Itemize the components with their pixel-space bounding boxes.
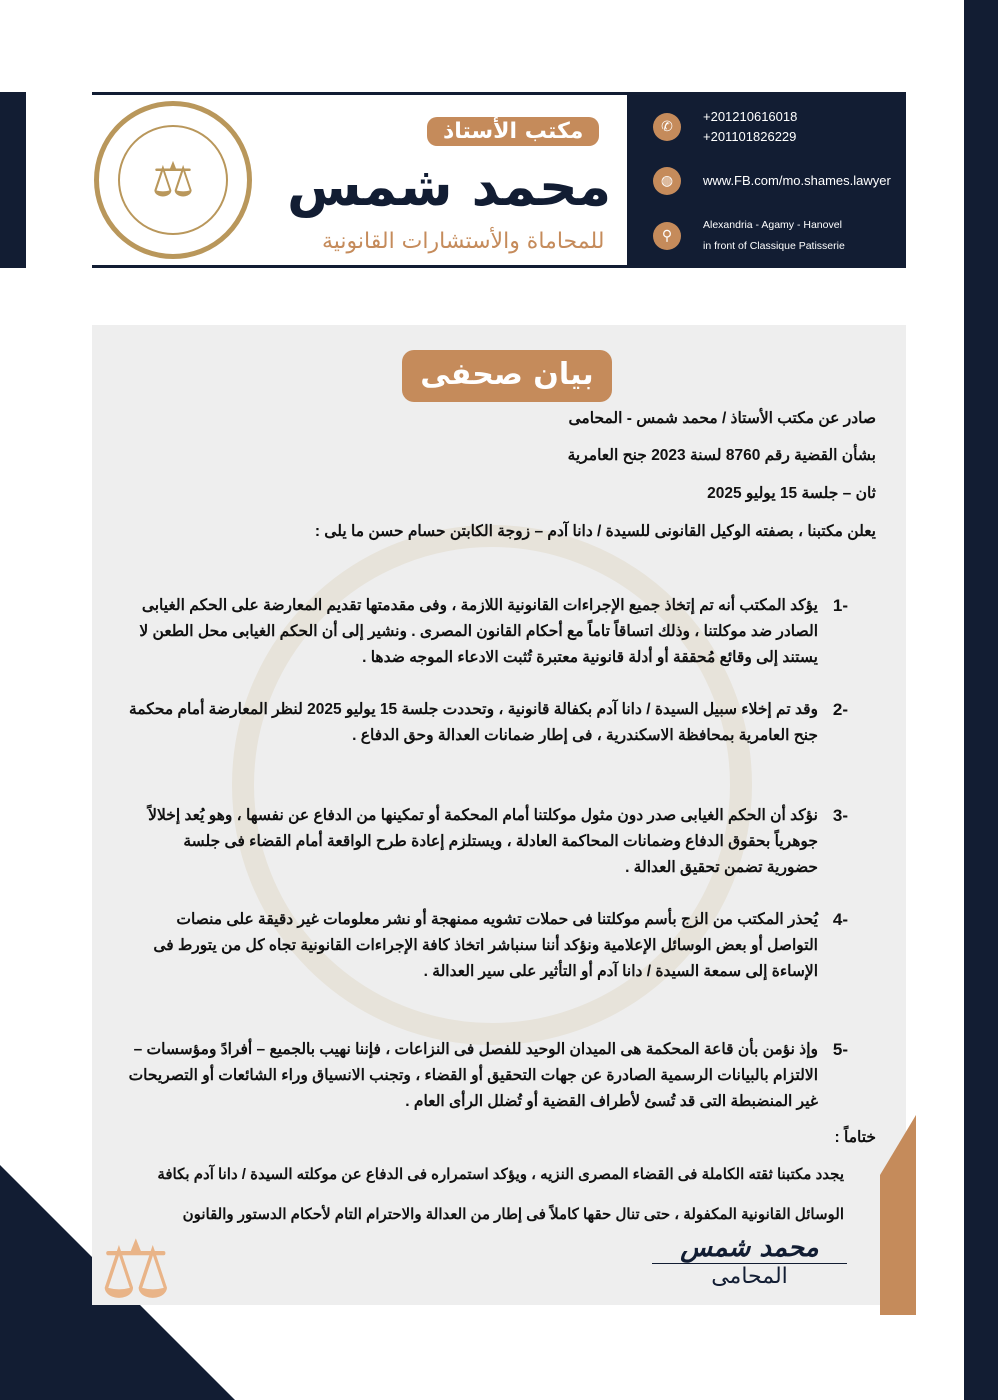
office-subtitle: للمحاماة والأستشارات القانونية	[322, 229, 605, 254]
facebook-row	[653, 167, 891, 195]
contact-panel	[627, 95, 906, 265]
office-label: مكتب الأستاذ	[427, 117, 599, 146]
point-5	[128, 1037, 848, 1115]
closing-text: يجدد مكتبنا ثقته الكاملة فى القضاء المصرى النزيه ، ويؤكد استمراره فى الدفاع عن موكلته السيدة / دانا آدم بكافة الوسائل القانونية المكفولة ، حتى تنال حقها كاملاً فى إطار من العدالة والاحترام التام لأحكام الدستور والقانون	[157, 1166, 844, 1223]
address-line-2: in front of Classique Patisserie	[703, 240, 845, 252]
phone-2: +201101826229	[703, 129, 797, 144]
point-text: وقد تم إخلاء سبيل السيدة / دانا آدم بكفالة قانونية ، وتحددت جلسة 15 يوليو 2025 لنظر المعارضة أمام محكمة جنح العامرية بمحافظة الاسكندرية ، فى إطار ضمانات العدالة وحق الدفاع .	[129, 701, 818, 744]
point-number: -1	[832, 596, 848, 615]
lawyer-name: محمد شمس	[287, 155, 612, 218]
scales-decoration-icon: ⚖	[100, 1223, 172, 1316]
closing-label: ختاماً :	[834, 1129, 876, 1146]
signature-block	[652, 1233, 847, 1289]
phone-1: +201210616018	[703, 109, 798, 124]
facebook-link[interactable]: www.FB.com/mo.shames.lawyer	[703, 173, 891, 188]
decorative-right-bar	[964, 0, 998, 1400]
point-text: نؤكد أن الحكم الغيابى صدر دون مثول موكلتنا أمام المحكمة أو تمكينها من الدفاع عن نفسها ، وهو يُعد إخلالاً جوهرياً بحقوق الدفاع وضمانات المحاكمة العادلة ، ويستلزم إعادة طرح الواقعة أمام القضاء فى جلسة حضورية تضمن تحقيق العدالة .	[148, 807, 818, 876]
signature-title: المحامى	[711, 1264, 788, 1289]
point-4	[128, 907, 848, 985]
scales-of-justice-icon: ⚖	[118, 125, 228, 235]
intro-text: يعلن مكتبنا ، بصفته الوكيل القانونى للسيدة / دانا آدم – زوجة الكابتن حسام حسن ما يلى :	[314, 523, 876, 540]
office-seal-logo	[94, 101, 252, 259]
issued-by: صادر عن مكتب الأستاذ / محمد شمس - المحامى	[568, 410, 876, 427]
address-line-1: Alexandria - Agamy - Hanovel	[703, 219, 842, 231]
address-row	[653, 215, 845, 257]
point-number: -2	[832, 700, 848, 719]
point-number: -4	[832, 910, 848, 929]
letterhead	[92, 92, 906, 268]
point-text: وإذ نؤمن بأن قاعة المحكمة هى الميدان الوحيد للفصل فى النزاعات ، فإننا نهيب بالجميع – أفرادً ومؤسسات – الالتزام بالبيانات الرسمية الصادرة عن جهات التحقيق أو القضاء ، وتجنب الانسياق وراء الشائعات أو التصريحات غير المنضبطة التى قد تُسئ لأطراف القضية أو تُضلل الرأى العام .	[128, 1041, 818, 1110]
globe-icon: ◍	[653, 167, 681, 195]
location-pin-icon: ⚲	[653, 222, 681, 250]
point-3	[128, 803, 848, 881]
point-number: -3	[832, 806, 848, 825]
phone-icon: ✆	[653, 113, 681, 141]
statement-panel	[92, 325, 906, 1316]
point-number: -5	[832, 1040, 848, 1059]
point-1	[128, 593, 848, 671]
decorative-left-band	[0, 92, 26, 268]
statement-title: بيان صحفى	[402, 350, 612, 402]
session-date: ثان – جلسة 15 يوليو 2025	[707, 485, 876, 502]
letterhead-brand	[92, 95, 627, 265]
signature-name: محمد شمس	[652, 1233, 847, 1264]
case-reference: بشأن القضية رقم 8760 لسنة 2023 جنح العامرية	[567, 447, 876, 464]
point-2	[128, 697, 848, 749]
point-text: يُحذر المكتب من الزج بأسم موكلتنا فى حملات تشويه ممنهجة أو نشر معلومات غير دقيقة على منصات التواصل أو بعض الوسائل الإعلامية ونؤكد أننا سنباشر اتخاذ كافة الإجراءات القانونية تجاه كل من يتورط فى الإساءة إلى سمعة السيدة / دانا آدم أو التأثير على سير العدالة .	[153, 911, 818, 980]
point-text: يؤكد المكتب أنه تم إتخاذ جميع الإجراءات القانونية اللازمة ، وفى مقدمتها تقديم المعارضة على الحكم الغيابى الصادر ضد موكلتنا ، وذلك اتساقاً تاماً مع أحكام القانون المصرى . ونشير إلى أن الحكم الغيابى محل الطعن لا يستند إلى وقائع مُحققة أو أدلة قانونية معتبرة تُثبت الادعاء الموجه ضدها .	[139, 597, 818, 666]
phone-row	[653, 107, 797, 147]
